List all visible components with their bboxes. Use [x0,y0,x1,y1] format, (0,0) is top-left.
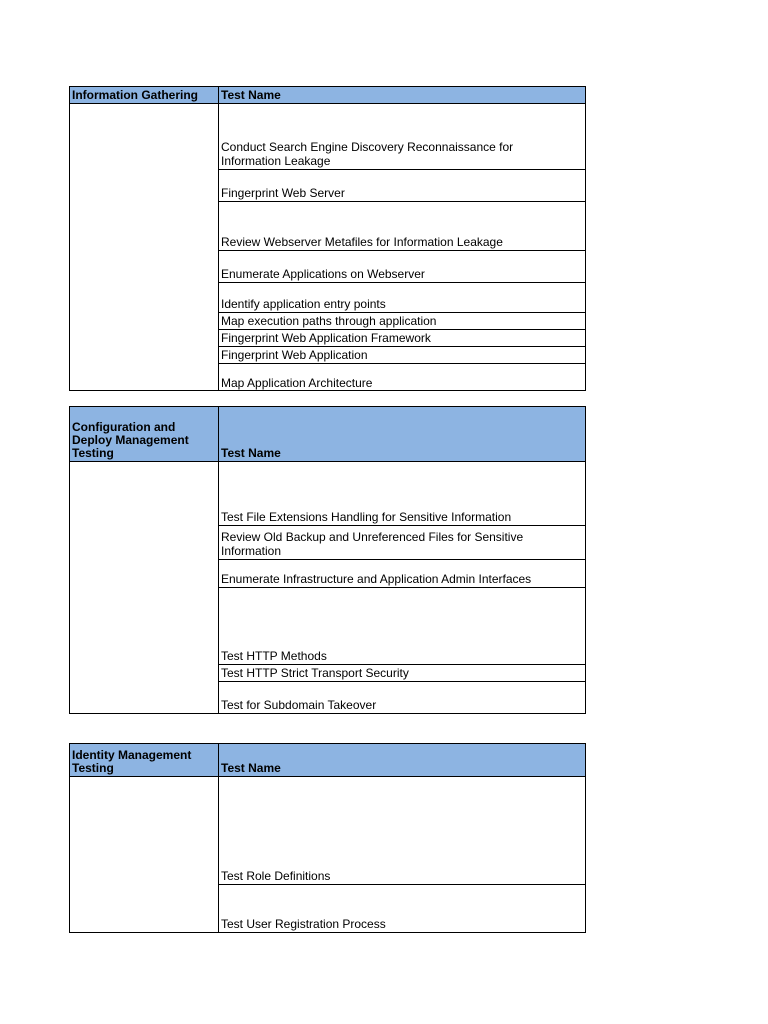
table-row: Test for Subdomain Takeover [221,698,377,712]
table-row: Fingerprint Web Application [219,347,585,364]
test-name-header: Test Name [219,407,585,461]
table-row: Identify application entry points [219,283,585,313]
category-cell [70,104,219,391]
test-name-header: Test Name [219,87,585,103]
table-row: Test HTTP Methods [219,588,585,665]
section-configuration-deploy-management [69,406,586,714]
test-list [219,462,585,713]
category-header: Information Gathering [70,87,219,103]
table-row: Fingerprint Web Server [219,170,585,202]
table-row: Review Webserver Metafiles for Information Leakage [219,202,585,251]
table-body [70,462,585,713]
table-row: Map execution paths through application [219,313,585,330]
table-body [70,104,585,391]
section-information-gathering [69,86,586,391]
category-cell [70,462,219,713]
table-header [70,744,585,777]
table-row: Review Old Backup and Unreferenced Files for Sensitive Information [219,526,585,560]
table-row: Test HTTP Strict Transport Security [219,665,585,682]
table-body [70,777,585,933]
test-list [219,104,585,391]
table-row: Fingerprint Web Application Framework [219,330,585,347]
category-header: Identity Management Testing [70,744,219,776]
test-list [219,777,585,933]
table-header [70,87,585,104]
category-cell [70,777,219,933]
section-identity-management [69,743,586,933]
test-name-header: Test Name [219,744,585,776]
table-row: Test User Registration Process [219,885,585,933]
table-row: Enumerate Applications on Webserver [219,251,585,283]
table-row: Enumerate Infrastructure and Application Admin Interfaces [219,560,585,588]
table-row: Conduct Search Engine Discovery Reconnaissance for Information Leakage [219,104,585,170]
table-row: Test Role Definitions [219,777,585,885]
table-row: Map Application Architecture [221,376,373,390]
table-header [70,407,585,462]
table-row: Test File Extensions Handling for Sensitive Information [219,462,585,526]
category-header: Configuration and Deploy Management Testing [70,407,219,461]
